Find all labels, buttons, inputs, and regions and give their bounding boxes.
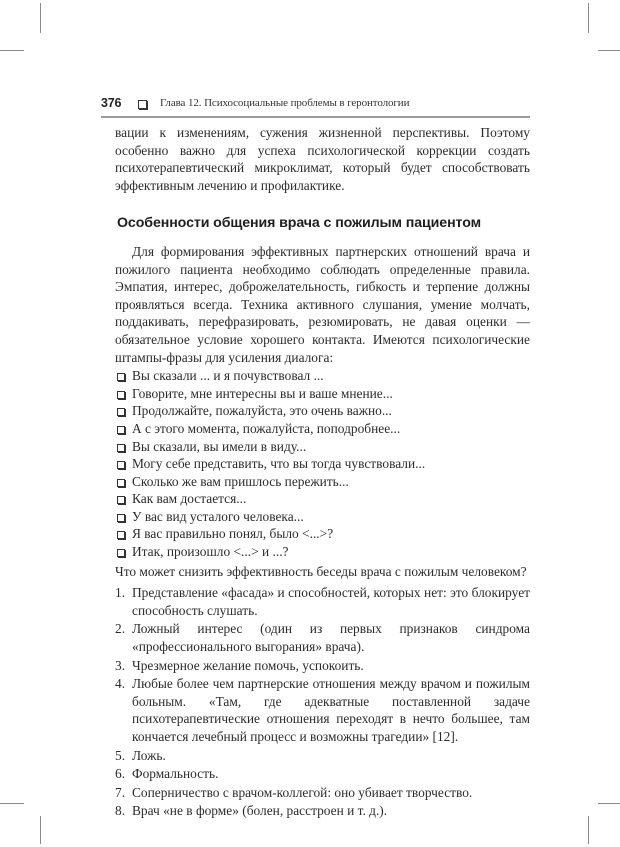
- list-item: [115, 765, 530, 783]
- square-bullet-icon: [117, 391, 125, 399]
- list-item: [115, 784, 530, 802]
- square-bullet-icon: [117, 479, 125, 487]
- item-number: 5.: [115, 747, 126, 763]
- item-number: 7.: [115, 784, 126, 800]
- section-heading: Особенности общения врача с пожилым пациентом: [117, 215, 481, 232]
- list-item: [115, 438, 530, 456]
- phrase-text: Говорите, мне интересны вы и ваше мнение...: [132, 385, 393, 401]
- list-item: [115, 473, 530, 491]
- square-bullet-icon: [117, 549, 125, 557]
- list-item: [115, 490, 530, 508]
- list-item: [115, 402, 530, 420]
- factor-text: Врач «не в форме» (болен, расстроен и т. д.).: [132, 803, 388, 819]
- phrase-text: А с этого момента, пожалуйста, поподробнее...: [132, 420, 401, 436]
- phrase-text: Как вам достается...: [132, 491, 247, 507]
- item-number: 3.: [115, 657, 126, 673]
- list-item: [115, 802, 530, 820]
- square-bullet-icon: [117, 408, 125, 416]
- phrase-text: Итак, произошло <...> и ...?: [132, 544, 289, 560]
- crop-mark-bottom-right-horizontal: [598, 803, 620, 804]
- item-number: 4.: [115, 676, 126, 692]
- item-number: 2.: [115, 621, 126, 637]
- crop-mark-bottom-left-vertical: [40, 816, 41, 844]
- list-item: [115, 420, 530, 438]
- square-bullet-icon: [117, 496, 125, 504]
- item-number: 8.: [115, 803, 126, 819]
- list-item: [115, 525, 530, 543]
- phrase-text: Вы сказали ... и я почувствовал ...: [132, 368, 324, 384]
- crop-mark-top-right-vertical: [588, 3, 589, 33]
- list-item: [115, 620, 530, 655]
- crop-mark-top-left-horizontal: [0, 50, 24, 51]
- section-paragraph: Для формирования эффективных партнерских отношений врача и пожилого пациента необходимо соблюдать определенные правила. Эмпатия, интерес, доброжелательность, гибкость и терпение должны проявляться всегда. Техника активного слушания, умение молчать, поддакивать, перефразировать, резюмировать, не давая оценки — обязательное условие хорошего контакта. Имеются психологические штампы-фразы для усиления диалога:: [115, 243, 530, 365]
- square-bullet-icon: [117, 373, 125, 381]
- factor-text: Соперничество с врачом-коллегой: оно убивает творчество.: [132, 784, 473, 800]
- crop-mark-bottom-right-vertical: [588, 816, 589, 844]
- square-bullet-icon: [117, 444, 125, 452]
- list-item: [115, 675, 530, 745]
- square-bullet-icon: [117, 426, 125, 434]
- intro-paragraph: вации к изменениям, сужения жизненной перспективы. Поэтому особенно важно для успеха психологической коррекции создать психотерапевтический микроклимат, который будет способствовать эффективным лечению и профилактике.: [115, 125, 530, 193]
- item-number: 6.: [115, 766, 126, 782]
- factor-text: Представление «фасада» и способностей, которых нет: это блокирует способность слушать.: [132, 585, 530, 618]
- crop-mark-top-left-vertical: [40, 3, 41, 33]
- square-bullet-icon: [117, 531, 125, 539]
- chapter-title: Глава 12. Психосоциальные проблемы в геронтологии: [160, 97, 410, 109]
- item-number: 1.: [115, 585, 126, 601]
- list-item: [115, 367, 530, 385]
- crop-mark-top-right-horizontal: [598, 50, 620, 51]
- list-item: [115, 657, 530, 675]
- factor-text: Любые более чем партнерские отношения между врачом и пожилым больным. «Там, где адекватные поставленной задаче психотерапевтические отношения переходят в нечто большее, там кончается лечебный процесс и возможны трагедии» [12].: [132, 676, 530, 744]
- phrase-text: Продолжайте, пожалуйста, это очень важно...: [132, 403, 392, 419]
- square-bullet-icon: [117, 514, 125, 522]
- phrase-text: Я вас правильно понял, было <...>?: [132, 526, 334, 542]
- phrase-text: У вас вид усталого человека...: [132, 508, 304, 524]
- factor-text: Ложь.: [132, 747, 166, 763]
- running-head: [101, 96, 530, 118]
- factor-text: Формальность.: [132, 766, 219, 782]
- list-item: [115, 543, 530, 561]
- crop-mark-bottom-left-horizontal: [0, 803, 24, 804]
- phrases-list: [115, 367, 530, 561]
- phrase-text: Вы сказали, вы имели в виду...: [132, 438, 307, 454]
- page-content: [115, 124, 530, 821]
- phrase-text: Могу себе представить, что вы тогда чувствовали...: [132, 456, 426, 472]
- question-paragraph: Что может снизить эффективность беседы врача с пожилым человеком?: [115, 563, 527, 579]
- list-item: [115, 508, 530, 526]
- square-bullet-icon: [117, 461, 125, 469]
- list-item: [115, 385, 530, 403]
- factor-text: Чрезмерное желание помочь, успокоить.: [132, 657, 364, 673]
- phrase-text: Сколько же вам пришлось пережить...: [132, 473, 349, 489]
- list-item: [115, 584, 530, 619]
- page-number: 376: [101, 96, 122, 110]
- square-bullet-icon: [138, 100, 147, 109]
- factor-text: Ложный интерес (один из первых признаков синдрома «профессионального выгорания» врача).: [132, 621, 530, 655]
- factors-list: [115, 584, 530, 820]
- list-item: [115, 747, 530, 765]
- list-item: [115, 455, 530, 473]
